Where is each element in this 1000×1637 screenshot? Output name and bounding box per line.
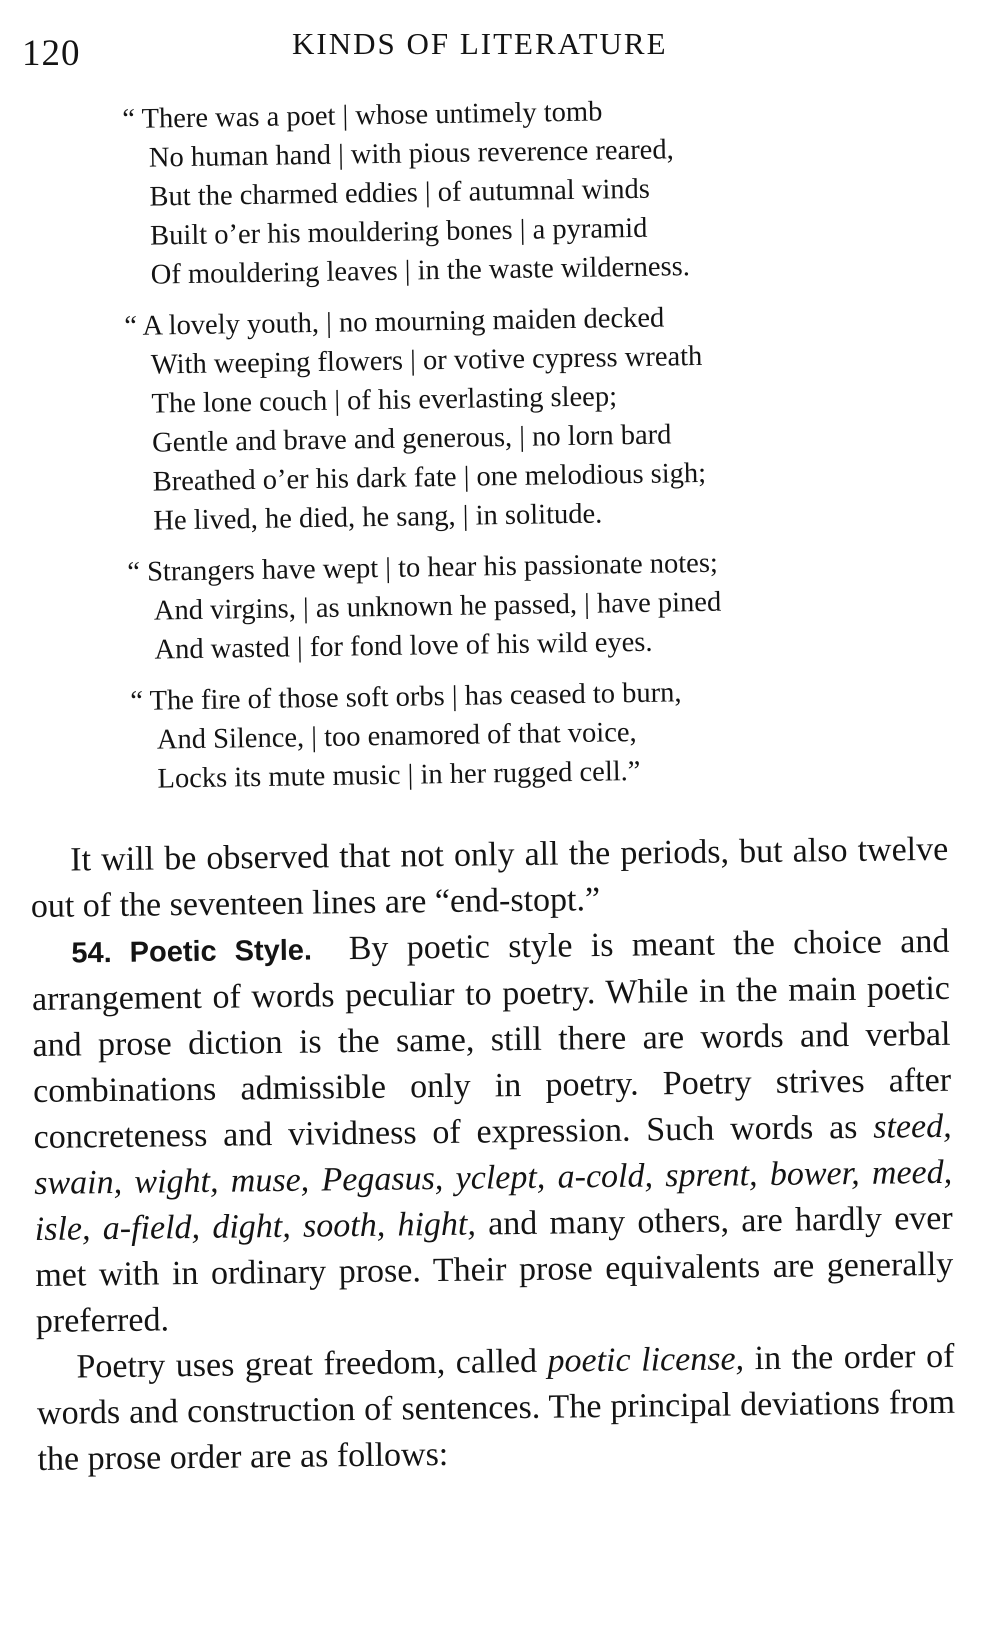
verse-line: But the charmed eddies | of autumnal winds	[149, 173, 651, 213]
stanza	[124, 294, 926, 541]
page-number: 120	[22, 33, 81, 74]
body-text	[30, 827, 956, 1483]
verse-line: “ There was a poet | whose untimely tomb	[122, 96, 603, 135]
verse-line: Built o’er his mouldering bones | a pyramid	[149, 212, 648, 252]
verse-line: And virgins, | as unknown he passed, | have pined	[153, 586, 722, 627]
verse-line: And wasted | for fond love of his wild eyes.	[154, 626, 653, 666]
running-title: KINDS OF LITERATURE	[292, 26, 668, 61]
poetic-license-term: poetic license,	[547, 1340, 745, 1380]
verse-line: Breathed o’er his dark fate | one melodious sigh;	[152, 457, 707, 498]
verse-line: Of mouldering leaves | in the waste wilderness.	[150, 251, 691, 291]
paragraph	[31, 919, 954, 1345]
verse-line: “ A lovely youth, | no mourning maiden decked	[124, 302, 665, 342]
verse-line: The lone couch | of his everlasting sleep;	[151, 381, 618, 420]
running-header	[22, 22, 972, 82]
paragraph-text: and many others, are hardly ever met with in ordinary prose. Their prose equivalents are generally preferred.	[35, 1199, 954, 1340]
section-title: Poetic Style.	[129, 934, 313, 969]
paragraph-text: in the order of words and construction of sentences. The principal deviations from the prose order are as follows:	[36, 1337, 956, 1478]
verse-line: “ The fire of those soft orbs | has ceased to burn,	[130, 677, 682, 717]
paragraph	[30, 827, 949, 930]
verse-line: With weeping flowers | or votive cypress wreath	[150, 340, 703, 381]
paragraph-text: By poetic style is meant the choice and arrangement of words peculiar to poetry. While in the main poetic and prose diction is the same, still there are words and verbal combinations admissible only in poetry. Poetry strives after concreteness and vividness of expression. Such words as	[31, 922, 952, 1156]
stanza	[122, 87, 925, 295]
paragraph-text: It will be observed that not only all the periods, but also twelve out of the seventeen lines are “end-stopt.”	[30, 830, 949, 925]
verse-line: No human hand | with pious reverence reared,	[148, 134, 674, 174]
verse-line: Gentle and brave and generous, | no lorn bard	[151, 419, 672, 459]
verse-line: He lived, he died, he sang, | in solitude.	[153, 498, 603, 537]
section-number: 54.	[71, 937, 112, 970]
poetic-word-list: steed, swain, wight, muse, Pegasus, yclept, a-cold, sprent, bower, meed, isle, a-field, dight, sooth, hight,	[33, 1107, 953, 1248]
paragraph	[36, 1334, 956, 1483]
paragraph-text: Poetry uses great freedom, called	[76, 1342, 538, 1386]
verse-line: “ Strangers have wept | to hear his passionate notes;	[127, 547, 719, 588]
stanza	[127, 541, 924, 670]
verse-line: Locks its mute music | in her rugged cell.”	[157, 755, 641, 795]
verse-quotation	[122, 96, 922, 811]
stanza	[130, 670, 924, 799]
verse-line: And Silence, | too enamored of that voice,	[156, 717, 637, 756]
section-heading	[71, 935, 312, 970]
